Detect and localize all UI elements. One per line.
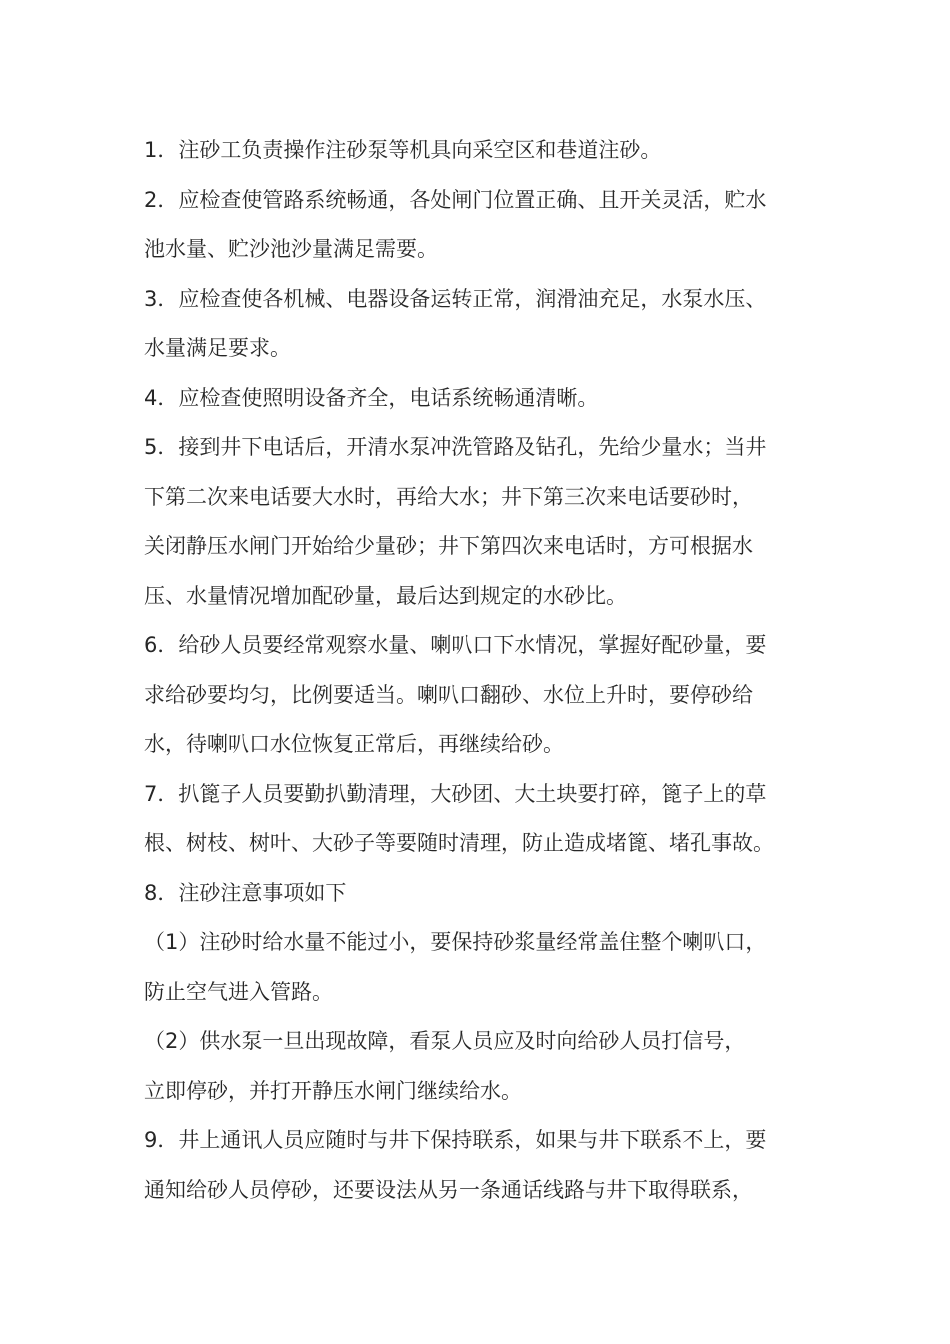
- document-body: [144, 126, 812, 1215]
- text-line-22: 通知给砂人员停砂，还要设法从另一条通话线路与井下取得联系，: [144, 1177, 753, 1202]
- text-line-3: 池水量、贮沙池沙量满足需要。: [144, 237, 438, 261]
- text-line-5: 水量满足要求。: [144, 336, 291, 360]
- text-line-4: 3．应检查使各机械、电器设备运转正常，润滑油充足，水泵水压、: [144, 286, 767, 311]
- text-line-20: 立即停砂，并打开静压水闸门继续给水。: [144, 1078, 522, 1103]
- text-line-19: （2）供水泵一旦出现故障，看泵人员应及时向给砂人员打信号，: [144, 1029, 746, 1053]
- text-line-7: 5．接到井下电话后，开清水泵冲洗管路及钻孔，先给少量水；当井: [144, 435, 767, 459]
- text-line-16: 8．注砂注意事项如下: [144, 880, 347, 905]
- text-line-11: 6．给砂人员要经常观察水量、喇叭口下水情况，掌握好配砂量，要: [144, 633, 767, 657]
- text-line-13: 水，待喇叭口水位恢复正常后，再继续给砂。: [144, 732, 564, 756]
- text-line-17: （1）注砂时给水量不能过小，要保持砂浆量经常盖住整个喇叭口，: [144, 930, 767, 954]
- text-line-21: 9．井上通讯人员应随时与井下保持联系，如果与井下联系不上，要: [144, 1128, 767, 1152]
- text-line-2: 2．应检查使管路系统畅通，各处闸门位置正确、且开关灵活，贮水: [144, 187, 767, 212]
- text-line-10: 压、水量情况增加配砂量，最后达到规定的水砂比。: [144, 583, 627, 608]
- text-line-15: 根、树枝、树叶、大砂子等要随时清理，防止造成堵篦、堵孔事故。: [144, 831, 774, 855]
- text-line-6: 4．应检查使照明设备齐全，电话系统畅通清晰。: [144, 385, 599, 410]
- text-line-8: 下第二次来电话要大水时，再给大水；井下第三次来电话要砂时，: [144, 484, 753, 509]
- text-line-9: 关闭静压水闸门开始给少量砂；井下第四次来电话时，方可根据水: [144, 534, 753, 558]
- text-line-14: 7．扒篦子人员要勤扒勤清理，大砂团、大土块要打碎，篦子上的草: [144, 781, 767, 806]
- text-line-1: 1．注砂工负责操作注砂泵等机具向采空区和巷道注砂。: [144, 138, 662, 162]
- text-line-18: 防止空气进入管路。: [144, 979, 333, 1004]
- text-line-12: 求给砂要均匀，比例要适当。喇叭口翻砂、水位上升时，要停砂给: [144, 682, 753, 707]
